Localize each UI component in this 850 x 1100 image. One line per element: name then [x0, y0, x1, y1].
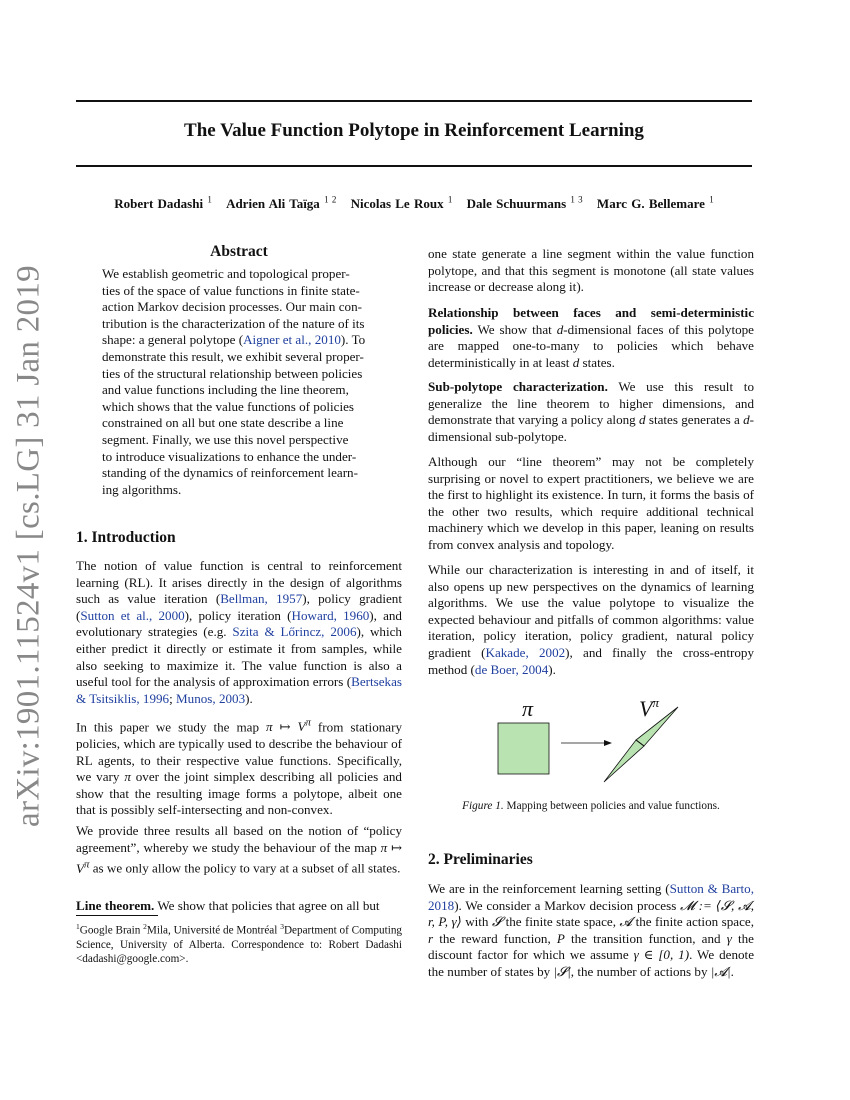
arrow-head-icon	[604, 740, 612, 746]
arxiv-identifier: arXiv:1901.11524v1 [cs.LG] 31 Jan 2019	[10, 265, 47, 827]
intro-paragraph-1: The notion of value function is central to reinforcement learning (RL). It arises directly in the design of algorithms such as value iteration (Bellman, 1957), policy gradient (Sutton et al., 2000), policy iteration (Howard, 1960), and evolutionary strategies (e.g. Szita & Lőrincz, 2006), which either predict it directly or estimate it from samples, while also seeking to maximize it. The value function is also a useful tool for the analysis of approximation errors (Bertsekas & Tsitsiklis, 1996; Munos, 2003).	[76, 558, 402, 706]
citation-link[interactable]: Sutton et al., 2000	[80, 607, 185, 623]
figure-label-v: $V^\pi$	[639, 695, 659, 721]
right-paragraph-4: Although our “line theorem” may not be completely surprising or novel to expert practitioners, we believe we are the first to highlight its existence. In turn, it forms the basis of the other two results, which require additional technical machinery which we develop in this paper, leaning on results from convex analysis and topology.	[428, 454, 754, 552]
value-polytope-lower-triangle	[604, 740, 644, 782]
section-heading-introduction: 1. Introduction	[76, 529, 176, 546]
right-paragraph-2: Relationship between faces and semi-deterministic policies. We show that d-dimensional faces of this polytope are mapped one-to-many to policies which behave deterministically in at least d states.	[428, 305, 754, 370]
abstract-heading: Abstract	[210, 243, 268, 260]
citation-link[interactable]: Bertsekas & Tsitsiklis, 1996	[76, 674, 402, 706]
section-heading-preliminaries: 2. Preliminaries	[428, 851, 533, 868]
right-paragraph-1: one state generate a line segment within the value function polytope, and that this segment is monotone (all state values increase or decrease along it).	[428, 246, 754, 295]
figure-label-pi: π	[522, 696, 534, 721]
citation-link[interactable]: de Boer, 2004	[474, 661, 549, 677]
footnote-rule	[76, 915, 158, 916]
abstract-body: We establish geometric and topological proper- ties of the space of value functions in finite state- action Markov decision processes. Our main con- tribution is the characterization of the nature of its shape: a general polytope (Aigner et al., 2010). To demonstrate this result, we exhibit several proper- ties of the structural relationship between policies and value functions including the line theorem, which shows that the value functions of policies constrained on all but one state describe a line segment. Finally, we use this novel perspective to introduce visualizations to enhance the under- standing of the dynamics of reinforcement learn- ing algorithms.	[102, 266, 366, 497]
citation-link[interactable]: Bellman, 1957	[220, 591, 303, 607]
intro-paragraph-4: Line theorem. We show that policies that agree on all but	[76, 898, 380, 913]
citation-link[interactable]: Kakade, 2002	[485, 644, 566, 660]
title-rule	[76, 165, 752, 167]
citation-link[interactable]: Howard, 1960	[291, 607, 370, 623]
intro-paragraph-3: We provide three results all based on the notion of “policy agreement”, whereby we study the behaviour of the map π ↦ $V^\pi$ as we only allow the policy to vary at a subset of all states.	[76, 823, 402, 876]
citation-link[interactable]: Aigner et al., 2010	[243, 332, 341, 348]
math-map: π ↦ $V^\pi$	[76, 839, 402, 876]
top-rule	[76, 100, 752, 102]
author: Adrien Ali Taïga $^{1 2}$	[226, 195, 337, 212]
right-paragraph-5: While our characterization is interesting in and of itself, it also opens up new perspectives on the dynamics of learning algorithms. We use the value polytope to visualize the expected behaviour and pitfalls of common algorithms: value iteration, policy iteration, policy gradient, natural policy gradient (Kakade, 2002), and finally the cross-entropy method (de Boer, 2004).	[428, 562, 754, 677]
citation-link[interactable]: Szita & Lőrincz, 2006	[232, 624, 357, 640]
author: Nicolas Le Roux $^1$	[350, 195, 453, 212]
right-paragraph-3: Sub-polytope characterization. We use this result to generalize the line theorem to higher dimensions, and demonstrate that varying a policy along d states generates a d-dimensional sub-polytope.	[428, 379, 754, 444]
figure-policy-value-mapping	[484, 690, 714, 800]
preliminaries-paragraph: We are in the reinforcement learning setting (Sutton & Barto, 2018). We consider a Markov decision process 𝓜 := ⟨𝓢, 𝓐, r, P, γ⟩ with 𝓢 the finite state space, 𝓐 the finite action space, r the reward function, P the transition function, and γ the discount factor for which we assume γ ∈ [0, 1). We denote the number of states by |𝓢|, the number of actions by |𝓐|.	[428, 881, 755, 979]
figure-caption: Figure 1. Mapping between policies and value functions.	[462, 800, 720, 812]
intro-paragraph-2: In this paper we study the map π ↦ $V^\pi$ from stationary policies, which are typically used to describe the behaviour of RL agents, to their respective value functions. Specifically, we vary π over the joint simplex describing all policies and show that the resulting image forms a polytope, albeit one that is possibly self-intersecting and non-convex.	[76, 717, 403, 818]
author: Robert Dadashi $^1$	[114, 195, 212, 212]
math-map: π ↦ $V^\pi$	[265, 717, 311, 735]
footnote: $^1$Google Brain $^2$Mila, Université de Montréal $^3$Department of Computing Science, University of Alberta. Correspondence to: Robert Dadashi <dadashi@google.com>.	[76, 922, 403, 965]
author-list	[76, 195, 752, 212]
citation-link[interactable]: Sutton & Barto, 2018	[428, 881, 754, 913]
policy-simplex-square	[498, 723, 549, 774]
author: Marc G. Bellemare $^1$	[596, 195, 714, 212]
paper-title: The Value Function Polytope in Reinforcement Learning	[184, 120, 644, 141]
author: Dale Schuurmans $^{1 3}$	[466, 195, 583, 212]
citation-link[interactable]: Munos, 2003	[176, 690, 246, 706]
